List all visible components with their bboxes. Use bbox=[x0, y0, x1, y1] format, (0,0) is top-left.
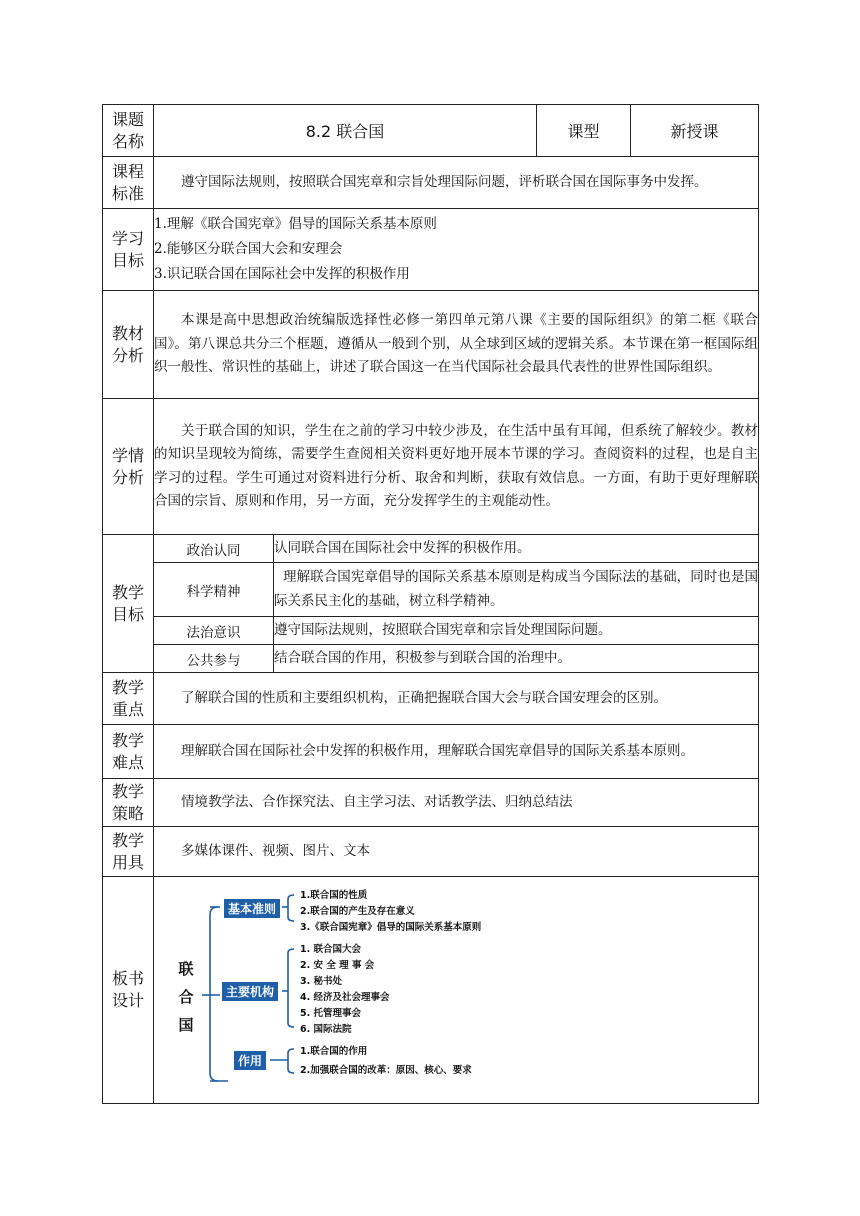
tools-row bbox=[103, 827, 759, 877]
teaching-goal-row bbox=[103, 645, 759, 673]
board-design-row bbox=[103, 877, 759, 1104]
key-points-text: 了解联合国的性质和主要组织机构，正确把握联合国大会与联合国安理会的区别。 bbox=[154, 673, 759, 725]
branch-tag: 基本准则 bbox=[224, 899, 280, 918]
teaching-goal-row bbox=[103, 535, 759, 563]
branch-item: 5. 托管理事会 bbox=[300, 1008, 362, 1019]
branch-tag: 主要机构 bbox=[222, 982, 278, 1001]
teaching-goal-text: 认同联合国在国际社会中发挥的积极作用。 bbox=[274, 535, 759, 563]
curriculum-standard-row bbox=[103, 157, 759, 209]
strategy-row bbox=[103, 779, 759, 827]
branch-item: 4. 经济及社会理事会 bbox=[300, 992, 390, 1003]
teaching-goal-row bbox=[103, 617, 759, 645]
difficult-points-label: 教学 难点 bbox=[103, 725, 154, 779]
difficult-points-text: 理解联合国在国际社会中发挥的积极作用，理解联合国宪章倡导的国际关系基本原则。 bbox=[154, 725, 759, 779]
teaching-goal-text: 结合联合国的作用，积极参与到联合国的治理中。 bbox=[274, 645, 759, 673]
branch-item: 1.联合国的作用 bbox=[300, 1046, 368, 1057]
textbook-analysis-label: 教材 分析 bbox=[103, 291, 154, 399]
learning-goal-item: 2.能够区分联合国大会和安理会 bbox=[154, 241, 343, 257]
lesson-type-label: 课型 bbox=[537, 105, 631, 157]
learning-goals-label: 学习 目标 bbox=[103, 209, 154, 291]
course-name-label: 课题 名称 bbox=[103, 105, 154, 157]
branch-item: 6. 国际法院 bbox=[300, 1024, 352, 1035]
teaching-goals-label: 教学 目标 bbox=[103, 535, 154, 673]
learning-goals-list bbox=[154, 209, 759, 291]
branch-item: 1.联合国的性质 bbox=[300, 890, 368, 901]
teaching-goal-row bbox=[103, 563, 759, 617]
board-design-cell bbox=[154, 877, 759, 1104]
branch-item: 3. 秘书处 bbox=[300, 976, 343, 987]
teaching-goal-name: 公共参与 bbox=[154, 645, 274, 673]
teaching-goal-text: 理解联合国宪章倡导的国际关系基本原则是构成当今国际法的基础，同时也是国际关系民主化的基础，树立科学精神。 bbox=[274, 563, 759, 617]
learning-goals-row bbox=[103, 209, 759, 291]
tools-label: 教学 用具 bbox=[103, 827, 154, 877]
learning-goal-item: 1.理解《联合国宪章》倡导的国际关系基本原则 bbox=[154, 216, 437, 232]
difficult-points-row bbox=[103, 725, 759, 779]
curriculum-standard-text: 遵守国际法规则，按照联合国宪章和宗旨处理国际问题，评析联合国在国际事务中发挥。 bbox=[154, 157, 759, 209]
lesson-plan-table bbox=[102, 104, 759, 1104]
branch-item: 3.《联合国宪章》倡导的国际关系基本原则 bbox=[300, 922, 482, 933]
board-design-label: 板书 设计 bbox=[103, 877, 154, 1104]
student-analysis-label: 学情 分析 bbox=[103, 399, 154, 535]
teaching-goal-name: 政治认同 bbox=[154, 535, 274, 563]
lesson-type: 新授课 bbox=[631, 105, 759, 157]
branch-tag: 作用 bbox=[234, 1051, 266, 1070]
header-row bbox=[103, 105, 759, 157]
key-points-row bbox=[103, 673, 759, 725]
branch-item: 1. 联合国大会 bbox=[300, 944, 362, 955]
teaching-goal-text: 遵守国际法规则，按照联合国宪章和宗旨处理国际问题。 bbox=[274, 617, 759, 645]
teaching-goal-name: 法治意识 bbox=[154, 617, 274, 645]
branch-item: 2.加强联合国的改革：原因、核心、要求 bbox=[300, 1065, 472, 1076]
branch-item: 2. 安 全 理 事 会 bbox=[300, 960, 375, 971]
textbook-analysis-text: 本课是高中思想政治统编版选择性必修一第四单元第八课《主要的国际组织》的第二框《联合国》。第八课总共分三个框题，遵循从一般到个别，从全球到区域的逻辑关系。本节课在第一框国际组织一般性、常识性的基础上，讲述了联合国这一在当代国际社会最具代表性的世界性国际组织。 bbox=[154, 291, 759, 399]
student-analysis-row bbox=[103, 399, 759, 535]
key-points-label: 教学 重点 bbox=[103, 673, 154, 725]
teaching-goal-name: 科学精神 bbox=[154, 563, 274, 617]
tools-text: 多媒体课件、视频、图片、文本 bbox=[154, 827, 759, 877]
student-analysis-text: 关于联合国的知识，学生在之前的学习中较少涉及，在生活中虽有耳闻，但系统了解较少。教材的知识呈现较为简练，需要学生查阅相关资料更好地开展本节课的学习。查阅资料的过程，也是自主学习的过程。学生可通过对资料进行分析、取舍和判断，获取有效信息。一方面，有助于更好理解联合国的宗旨、原则和作用，另一方面，充分发挥学生的主观能动性。 bbox=[154, 399, 759, 535]
textbook-analysis-row bbox=[103, 291, 759, 399]
curriculum-standard-label: 课程 标准 bbox=[103, 157, 154, 209]
learning-goal-item: 3.识记联合国在国际社会中发挥的积极作用 bbox=[154, 266, 410, 282]
board-root: 联 合 国 bbox=[178, 960, 194, 1034]
board-diagram bbox=[154, 877, 758, 1103]
strategy-label: 教学 策略 bbox=[103, 779, 154, 827]
course-name: 8.2 联合国 bbox=[154, 105, 537, 157]
branch-item: 2.联合国的产生及存在意义 bbox=[300, 906, 415, 917]
strategy-text: 情境教学法、合作探究法、自主学习法、对话教学法、归纳总结法 bbox=[154, 779, 759, 827]
